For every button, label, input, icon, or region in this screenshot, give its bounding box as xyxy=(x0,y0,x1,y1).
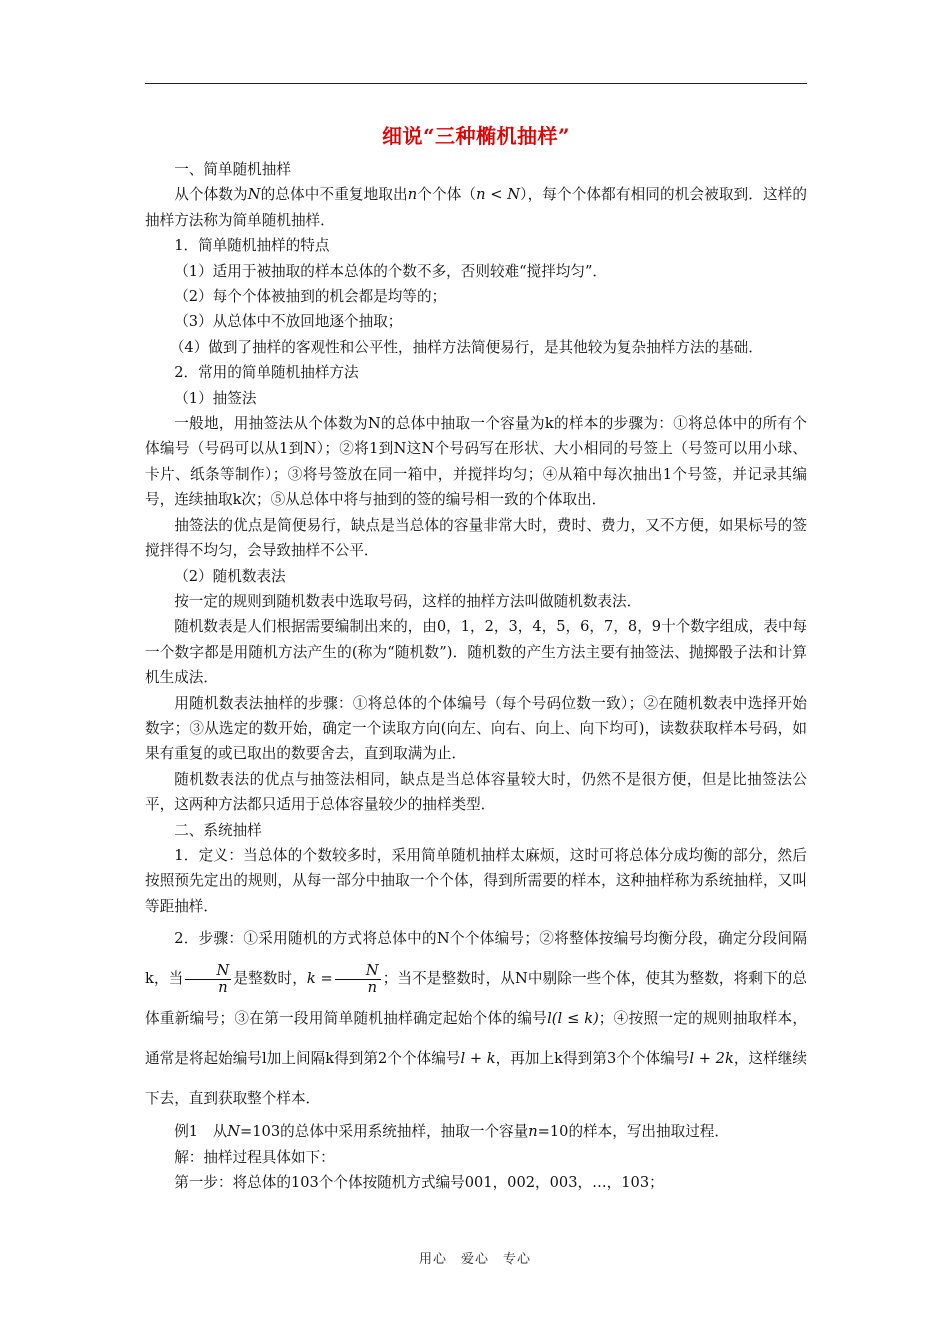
lottery-steps: 一般地，用抽签法从个体数为N的总体中抽取一个容量为k的样本的步骤为：①将总体中的所有个体编号（号码可以从1到N）；②将1到N这N个号码写在形状、大小相同的号签上（号签可以用小球、卡片、纸条等制作）；③将号签放在同一箱中，并搅拌均匀；④从箱中每次抽出1个号签，并记录其编号，连续抽取k次；⑤从总体中将与抽到的签的编号相一致的个体取出． xyxy=(145,415,807,509)
feature-item: （3）从总体中不放回地逐个抽取； xyxy=(174,313,403,331)
methods-heading: 2．常用的简单随机抽样方法 xyxy=(174,364,359,382)
section1-heading: 一、简单随机抽样 xyxy=(174,161,291,178)
example-1: 例1 从N=103的总体中采用系统抽样，抽取一个容量n=10的样本，写出抽取过程． xyxy=(174,1123,729,1141)
random-table-def: 按一定的规则到随机数表中选取号码，这样的抽样方法叫做随机数表法． xyxy=(174,592,642,610)
lottery-heading: （1）抽签法 xyxy=(174,389,257,407)
header-rule xyxy=(145,83,807,84)
lottery-pros-cons: 抽签法的优点是简便易行，缺点是当总体的容量非常大时，费时、费力，又不方便，如果标号的签搅拌得不均匀，会导致抽样不公平． xyxy=(145,516,807,560)
fraction-N-over-n: $\frac{N}{n}$ xyxy=(335,963,381,996)
random-table-pros-cons: 随机数表法的优点与抽签法相同，缺点是当总体容量较大时，仍然不是很方便，但是比抽签法公平，这两种方法都只适用于总体容量较少的抽样类型． xyxy=(145,770,807,814)
section2-heading: 二、系统抽样 xyxy=(174,821,262,839)
fraction-N-over-n: $\frac{N}{n}$ xyxy=(185,963,231,996)
page-footer: 用心 爱心 专心 xyxy=(418,1252,531,1267)
feature-item: （4）做到了抽样的客观性和公平性，抽样方法简便易行，是其他较为复杂抽样方法的基础． xyxy=(169,338,763,356)
document-body xyxy=(145,96,807,1195)
section2-steps: 2．步骤：①采用随机的方式将总体中的N个个体编号；②将整体按编号均衡分段，确定分段间隔k，当 $\frac{N}{n}$ 是整数时，k = $\frac{N}{n}$ ；当不是整数时，从N中剔除一些个体，使其为整数，将剩下的总体重新编号；③在第一段用简单随机抽样确定起始个体的编号l(l ≤ k)；④按照一定的规则抽取样本，通常是将起始编号l加上间隔k得到第2个个体编号l + k，再加上k得到第3个个体编号l + 2k，这样继续下去，直到获取整个样本． xyxy=(145,930,807,1108)
section2-definition: 1．定义：当总体的个数较多时，采用简单随机抽样太麻烦，这时可将总体分成均衡的部分，然后按照预先定出的规则，从每一部分中抽取一个个体，得到所需要的样本，这种抽样称为系统抽样，又叫等距抽样． xyxy=(145,846,807,915)
document-title: 细说“三种椭机抽样” xyxy=(381,124,570,148)
solution-step-1: 第一步：将总体的103个个体按随机方式编号001，002，003，…，103； xyxy=(174,1174,664,1191)
solution-heading: 解：抽样过程具体如下： xyxy=(174,1148,335,1166)
features-heading: 1．简单随机抽样的特点 xyxy=(174,237,330,255)
section1-definition: 从个体数为N的总体中不重复地取出n个个体（n < N），每个个体都有相同的机会被取到．这样的抽样方法称为简单随机抽样． xyxy=(145,186,807,229)
feature-item: （1）适用于被抽取的样本总体的个数不多，否则较难“搅拌均匀”． xyxy=(174,262,608,280)
random-table-heading: （2）随机数表法 xyxy=(174,567,286,585)
random-table-desc: 随机数表是人们根据需要编制出来的，由0，1，2，3，4，5，6，7，8，9十个数字组成，表中每一个数字都是用随机方法产生的(称为“随机数”)．随机数的产生方法主要有抽签法、抛掷骰子法和计算机生成法． xyxy=(145,618,808,687)
random-table-steps: 用随机数表法抽样的步骤：①将总体的个体编号（每个号码位数一致）；②在随机数表中选择开始数字；③从选定的数开始，确定一个读取方向(向左、向右、向上、向下均可)，读数获取样本号码，如果有重复的或已取出的数要舍去，直到取满为止． xyxy=(145,694,807,763)
feature-item: （2）每个个体被抽到的机会都是均等的； xyxy=(174,288,447,306)
